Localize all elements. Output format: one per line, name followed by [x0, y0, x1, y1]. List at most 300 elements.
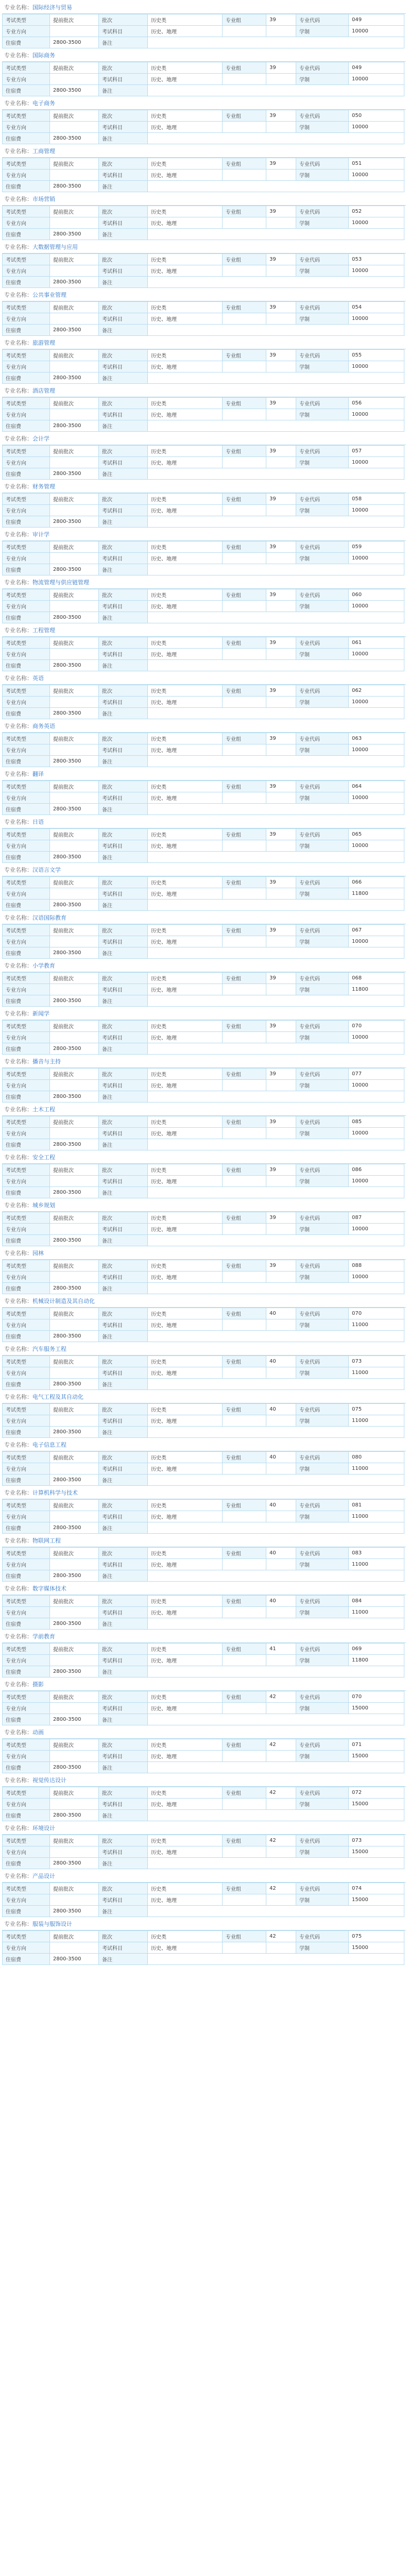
- tuition-value: 2800-3500: [50, 1427, 99, 1438]
- code-value: 065: [349, 829, 404, 840]
- exam-type-label: 考试类型: [3, 398, 50, 409]
- tuition-label: 住宿费: [3, 1858, 50, 1869]
- spacer-cell: [266, 1607, 296, 1618]
- table-row: [3, 829, 404, 840]
- group-label: 专业组: [223, 1452, 266, 1463]
- major-block: [2, 1056, 406, 1103]
- code-value: 071: [349, 1739, 404, 1751]
- direction-label: 专业方向: [3, 1511, 50, 1522]
- duration-label: 学制: [296, 361, 349, 372]
- major-title: [2, 98, 406, 110]
- exam-subject-value: 历史、地理: [148, 744, 223, 756]
- admit-type-value: 提前批次: [50, 781, 99, 792]
- exam-type-label: 考试类型: [3, 206, 50, 217]
- fee-value: 11000: [349, 1415, 404, 1427]
- group-value: 39: [266, 781, 296, 792]
- duration-label: 学制: [296, 1463, 349, 1475]
- code-value: 075: [349, 1931, 404, 1942]
- group-label: 专业组: [223, 350, 266, 361]
- direction-value: [50, 505, 99, 516]
- fee-value: 10000: [349, 122, 404, 133]
- tuition-value: 2800-3500: [50, 1762, 99, 1773]
- major-title: [2, 1056, 406, 1068]
- spacer-cell: [266, 1894, 296, 1906]
- category-value: 历史类: [148, 1500, 223, 1511]
- group-label: 专业组: [223, 110, 266, 122]
- table-row: [3, 1666, 404, 1677]
- batch-label: 批次: [99, 110, 148, 122]
- major-title: [2, 577, 406, 589]
- exam-subject-value: 历史、地理: [148, 1751, 223, 1762]
- category-value: 历史类: [148, 1452, 223, 1463]
- major-info-table: [2, 14, 404, 48]
- table-row: [3, 1260, 404, 1272]
- admit-type-value: 提前批次: [50, 685, 99, 697]
- fee-value: 10000: [349, 840, 404, 852]
- exam-type-label: 考试类型: [3, 62, 50, 74]
- major-title: [2, 2, 406, 14]
- major-name: 土木工程: [32, 1106, 55, 1113]
- code-label: 专业代码: [296, 350, 349, 361]
- duration-label: 学制: [296, 313, 349, 325]
- major-title: [2, 1200, 406, 1212]
- duration-label: 学制: [296, 1655, 349, 1666]
- group-value: 40: [266, 1500, 296, 1511]
- direction-value: [50, 1319, 99, 1331]
- tuition-value: 2800-3500: [50, 852, 99, 863]
- fee-value: 10000: [349, 457, 404, 468]
- major-name-label: 专业名称：: [4, 1777, 32, 1784]
- table-row: [3, 697, 404, 708]
- exam-type-label: 考试类型: [3, 14, 50, 26]
- duration-label: 学制: [296, 1032, 349, 1043]
- major-name: 城乡规划: [32, 1202, 55, 1209]
- major-info-table: [2, 733, 404, 767]
- direction-label: 专业方向: [3, 74, 50, 85]
- admit-type-value: 提前批次: [50, 1404, 99, 1415]
- group-value: 39: [266, 350, 296, 361]
- note-value: [148, 372, 404, 384]
- category-value: 历史类: [148, 1260, 223, 1272]
- table-row: [3, 350, 404, 361]
- code-value: 086: [349, 1164, 404, 1176]
- major-name: 会计学: [32, 435, 49, 442]
- tuition-label: 住宿费: [3, 468, 50, 480]
- major-info-table: [2, 1739, 404, 1773]
- table-row: [3, 1751, 404, 1762]
- code-label: 专业代码: [296, 877, 349, 888]
- major-name: 工商管理: [32, 148, 55, 155]
- exam-type-label: 考试类型: [3, 1643, 50, 1655]
- direction-value: [50, 1080, 99, 1091]
- spacer-cell: [266, 840, 296, 852]
- code-value: 067: [349, 925, 404, 936]
- direction-value: [50, 1846, 99, 1858]
- direction-label: 专业方向: [3, 1319, 50, 1331]
- code-value: 073: [349, 1356, 404, 1367]
- spacer-cell: [266, 649, 296, 660]
- fee-value: 11800: [349, 984, 404, 995]
- batch-label: 批次: [99, 158, 148, 170]
- table-row: [3, 564, 404, 575]
- direction-label: 专业方向: [3, 1703, 50, 1714]
- exam-subject-value: 历史、地理: [148, 697, 223, 708]
- major-title: [2, 1823, 406, 1835]
- fee-value: 11000: [349, 1367, 404, 1379]
- category-value: 历史类: [148, 1787, 223, 1799]
- tuition-value: 2800-3500: [50, 1379, 99, 1390]
- major-block: [2, 1823, 406, 1869]
- batch-label: 批次: [99, 62, 148, 74]
- major-name-label: 专业名称：: [4, 1442, 32, 1448]
- exam-subject-label: 考试科目: [99, 936, 148, 947]
- tuition-value: 2800-3500: [50, 1522, 99, 1534]
- admit-type-value: 提前批次: [50, 925, 99, 936]
- major-block: [2, 242, 406, 288]
- table-row: [3, 516, 404, 528]
- note-value: [148, 1618, 404, 1630]
- major-name-label: 专业名称：: [4, 52, 32, 59]
- major-info-table: [2, 1164, 404, 1198]
- duration-label: 学制: [296, 649, 349, 660]
- group-label: 专业组: [223, 685, 266, 697]
- fee-value: 10000: [349, 649, 404, 660]
- major-title: [2, 1008, 406, 1020]
- spacer-cell: [223, 936, 266, 947]
- group-value: 40: [266, 1596, 296, 1607]
- batch-label: 批次: [99, 1212, 148, 1224]
- direction-label: 专业方向: [3, 361, 50, 372]
- note-label: 备注: [99, 1762, 148, 1773]
- note-label: 备注: [99, 1954, 148, 1965]
- spacer-cell: [266, 217, 296, 229]
- group-value: 39: [266, 110, 296, 122]
- spacer-cell: [223, 1319, 266, 1331]
- spacer-cell: [223, 1942, 266, 1954]
- note-label: 备注: [99, 325, 148, 336]
- category-value: 历史类: [148, 206, 223, 217]
- admit-type-value: 提前批次: [50, 1883, 99, 1894]
- exam-subject-label: 考试科目: [99, 170, 148, 181]
- major-name-label: 专业名称：: [4, 1058, 32, 1065]
- major-block: [2, 1679, 406, 1725]
- code-value: 083: [349, 1548, 404, 1559]
- major-info-table: [2, 876, 404, 911]
- code-value: 049: [349, 62, 404, 74]
- major-name: 物流管理与供应链管理: [32, 579, 89, 586]
- tuition-label: 住宿费: [3, 372, 50, 384]
- major-name-label: 专业名称：: [4, 196, 32, 202]
- tuition-value: 2800-3500: [50, 372, 99, 384]
- note-value: [148, 85, 404, 96]
- note-label: 备注: [99, 516, 148, 528]
- code-value: 055: [349, 350, 404, 361]
- major-block: [2, 1871, 406, 1917]
- major-title: [2, 1631, 406, 1643]
- fee-value: 11000: [349, 1319, 404, 1331]
- tuition-value: 2800-3500: [50, 516, 99, 528]
- major-name: 数字媒体技术: [32, 1585, 66, 1592]
- code-label: 专业代码: [296, 1548, 349, 1559]
- direction-label: 专业方向: [3, 984, 50, 995]
- major-info-table: [2, 1883, 404, 1917]
- spacer-cell: [223, 840, 266, 852]
- table-row: [3, 494, 404, 505]
- exam-type-label: 考试类型: [3, 1596, 50, 1607]
- tuition-value: 2800-3500: [50, 1091, 99, 1103]
- duration-label: 学制: [296, 744, 349, 756]
- note-label: 备注: [99, 1427, 148, 1438]
- group-label: 专业组: [223, 1260, 266, 1272]
- major-title: [2, 1296, 406, 1308]
- spacer-cell: [266, 1272, 296, 1283]
- note-value: [148, 1379, 404, 1390]
- group-label: 专业组: [223, 1116, 266, 1128]
- spacer-cell: [266, 1846, 296, 1858]
- duration-label: 学制: [296, 1894, 349, 1906]
- group-label: 专业组: [223, 62, 266, 74]
- direction-label: 专业方向: [3, 1463, 50, 1475]
- spacer-cell: [266, 1559, 296, 1570]
- exam-subject-label: 考试科目: [99, 1128, 148, 1139]
- table-row: [3, 1762, 404, 1773]
- group-value: 39: [266, 446, 296, 457]
- exam-type-label: 考试类型: [3, 302, 50, 313]
- table-row: [3, 685, 404, 697]
- spacer-cell: [266, 1751, 296, 1762]
- fee-value: 10000: [349, 505, 404, 516]
- exam-subject-label: 考试科目: [99, 74, 148, 85]
- exam-subject-value: 历史、地理: [148, 122, 223, 133]
- major-name: 学前教育: [32, 1633, 55, 1640]
- spacer-cell: [223, 1128, 266, 1139]
- note-label: 备注: [99, 708, 148, 719]
- category-value: 历史类: [148, 1308, 223, 1319]
- table-row: [3, 792, 404, 804]
- admit-type-value: 提前批次: [50, 1643, 99, 1655]
- group-value: 42: [266, 1739, 296, 1751]
- category-value: 历史类: [148, 1404, 223, 1415]
- duration-label: 学制: [296, 1176, 349, 1187]
- group-label: 专业组: [223, 1596, 266, 1607]
- code-value: 080: [349, 1452, 404, 1463]
- direction-value: [50, 1607, 99, 1618]
- direction-value: [50, 1559, 99, 1570]
- major-name: 大数据管理与应用: [32, 244, 78, 250]
- spacer-cell: [223, 744, 266, 756]
- tuition-value: 2800-3500: [50, 1331, 99, 1342]
- table-row: [3, 1043, 404, 1055]
- group-value: 42: [266, 1835, 296, 1846]
- major-name: 视觉传达设计: [32, 1777, 66, 1784]
- table-row: [3, 14, 404, 26]
- exam-subject-value: 历史、地理: [148, 409, 223, 420]
- exam-type-label: 考试类型: [3, 973, 50, 984]
- major-title: [2, 481, 406, 493]
- major-name: 动画: [32, 1729, 44, 1736]
- group-value: 39: [266, 589, 296, 601]
- admit-type-value: 提前批次: [50, 206, 99, 217]
- exam-subject-value: 历史、地理: [148, 649, 223, 660]
- major-name: 工程管理: [32, 627, 55, 634]
- tuition-label: 住宿费: [3, 516, 50, 528]
- note-label: 备注: [99, 1331, 148, 1342]
- note-value: [148, 804, 404, 815]
- group-label: 专业组: [223, 1212, 266, 1224]
- exam-subject-label: 考试科目: [99, 888, 148, 900]
- admit-type-value: 提前批次: [50, 541, 99, 553]
- direction-value: [50, 1751, 99, 1762]
- direction-value: [50, 1703, 99, 1714]
- admit-type-value: 提前批次: [50, 110, 99, 122]
- fee-value: 10000: [349, 313, 404, 325]
- major-name-label: 专业名称：: [4, 1633, 32, 1640]
- fee-value: 10000: [349, 936, 404, 947]
- exam-type-label: 考试类型: [3, 1308, 50, 1319]
- note-value: [148, 277, 404, 288]
- exam-subject-value: 历史、地理: [148, 1511, 223, 1522]
- spacer-cell: [223, 697, 266, 708]
- admit-type-value: 提前批次: [50, 1548, 99, 1559]
- duration-label: 学制: [296, 265, 349, 277]
- major-info-table: [2, 1355, 404, 1390]
- note-value: [148, 1235, 404, 1246]
- code-label: 专业代码: [296, 494, 349, 505]
- tuition-label: 住宿费: [3, 1954, 50, 1965]
- group-label: 专业组: [223, 1643, 266, 1655]
- tuition-label: 住宿费: [3, 1139, 50, 1150]
- table-row: [3, 1069, 404, 1080]
- batch-label: 批次: [99, 829, 148, 840]
- group-value: 39: [266, 62, 296, 74]
- direction-label: 专业方向: [3, 1128, 50, 1139]
- major-title: [2, 1104, 406, 1116]
- major-title: [2, 385, 406, 397]
- table-row: [3, 277, 404, 288]
- major-info-table: [2, 637, 404, 671]
- major-name-label: 专业名称：: [4, 962, 32, 969]
- exam-subject-label: 考试科目: [99, 1894, 148, 1906]
- table-row: [3, 1331, 404, 1342]
- table-row: [3, 372, 404, 384]
- group-value: 39: [266, 733, 296, 744]
- admit-type-value: 提前批次: [50, 1069, 99, 1080]
- direction-label: 专业方向: [3, 26, 50, 37]
- tuition-value: 2800-3500: [50, 85, 99, 96]
- code-label: 专业代码: [296, 206, 349, 217]
- exam-subject-label: 考试科目: [99, 601, 148, 612]
- major-name: 电气工程及其自动化: [32, 1394, 83, 1400]
- fee-value: 10000: [349, 792, 404, 804]
- code-label: 专业代码: [296, 1404, 349, 1415]
- spacer-cell: [266, 1415, 296, 1427]
- major-name-label: 专业名称：: [4, 531, 32, 538]
- major-info-table: [2, 493, 404, 528]
- table-row: [3, 265, 404, 277]
- table-row: [3, 1799, 404, 1810]
- note-value: [148, 947, 404, 959]
- fee-value: 10000: [349, 26, 404, 37]
- note-label: 备注: [99, 1235, 148, 1246]
- spacer-cell: [223, 170, 266, 181]
- exam-subject-value: 历史、地理: [148, 1559, 223, 1570]
- table-row: [3, 1522, 404, 1534]
- tuition-value: 2800-3500: [50, 660, 99, 671]
- batch-label: 批次: [99, 1835, 148, 1846]
- direction-value: [50, 1224, 99, 1235]
- tuition-value: 2800-3500: [50, 229, 99, 240]
- exam-type-label: 考试类型: [3, 877, 50, 888]
- exam-subject-label: 考试科目: [99, 1032, 148, 1043]
- note-value: [148, 1043, 404, 1055]
- major-block: [2, 529, 406, 575]
- major-name: 产品设计: [32, 1873, 55, 1879]
- spacer-cell: [266, 1176, 296, 1187]
- direction-label: 专业方向: [3, 409, 50, 420]
- exam-subject-label: 考试科目: [99, 122, 148, 133]
- spacer-cell: [223, 1894, 266, 1906]
- fee-value: 15000: [349, 1703, 404, 1714]
- group-label: 专业组: [223, 1308, 266, 1319]
- group-value: 39: [266, 637, 296, 649]
- spacer-cell: [223, 217, 266, 229]
- fee-value: 11000: [349, 1463, 404, 1475]
- exam-subject-label: 考试科目: [99, 457, 148, 468]
- table-row: [3, 1858, 404, 1869]
- duration-label: 学制: [296, 1272, 349, 1283]
- major-name: 财务管理: [32, 483, 55, 490]
- spacer-cell: [266, 936, 296, 947]
- batch-label: 批次: [99, 1260, 148, 1272]
- major-block: [2, 1152, 406, 1198]
- major-info-table: [2, 158, 404, 192]
- table-row: [3, 925, 404, 936]
- admit-type-value: 提前批次: [50, 973, 99, 984]
- group-value: 42: [266, 1883, 296, 1894]
- code-value: 054: [349, 302, 404, 313]
- table-row: [3, 1655, 404, 1666]
- exam-subject-value: 历史、地理: [148, 265, 223, 277]
- duration-label: 学制: [296, 1942, 349, 1954]
- table-row: [3, 325, 404, 336]
- exam-subject-value: 历史、地理: [148, 1319, 223, 1331]
- admit-type-value: 提前批次: [50, 1835, 99, 1846]
- group-label: 专业组: [223, 494, 266, 505]
- exam-subject-label: 考试科目: [99, 984, 148, 995]
- group-value: 39: [266, 877, 296, 888]
- major-name: 审计学: [32, 531, 49, 538]
- major-name: 英语: [32, 675, 44, 682]
- category-value: 历史类: [148, 446, 223, 457]
- major-info-table: [2, 972, 404, 1007]
- spacer-cell: [223, 457, 266, 468]
- exam-subject-label: 考试科目: [99, 1272, 148, 1283]
- category-value: 历史类: [148, 1356, 223, 1367]
- direction-label: 专业方向: [3, 1367, 50, 1379]
- table-row: [3, 995, 404, 1007]
- table-row: [3, 1116, 404, 1128]
- note-value: [148, 660, 404, 671]
- category-value: 历史类: [148, 1835, 223, 1846]
- tuition-label: 住宿费: [3, 660, 50, 671]
- tuition-value: 2800-3500: [50, 420, 99, 432]
- major-name-label: 专业名称：: [4, 1489, 32, 1496]
- code-value: 059: [349, 541, 404, 553]
- duration-label: 学制: [296, 1367, 349, 1379]
- major-block: [2, 1248, 406, 1294]
- group-label: 专业组: [223, 1548, 266, 1559]
- fee-value: 10000: [349, 1080, 404, 1091]
